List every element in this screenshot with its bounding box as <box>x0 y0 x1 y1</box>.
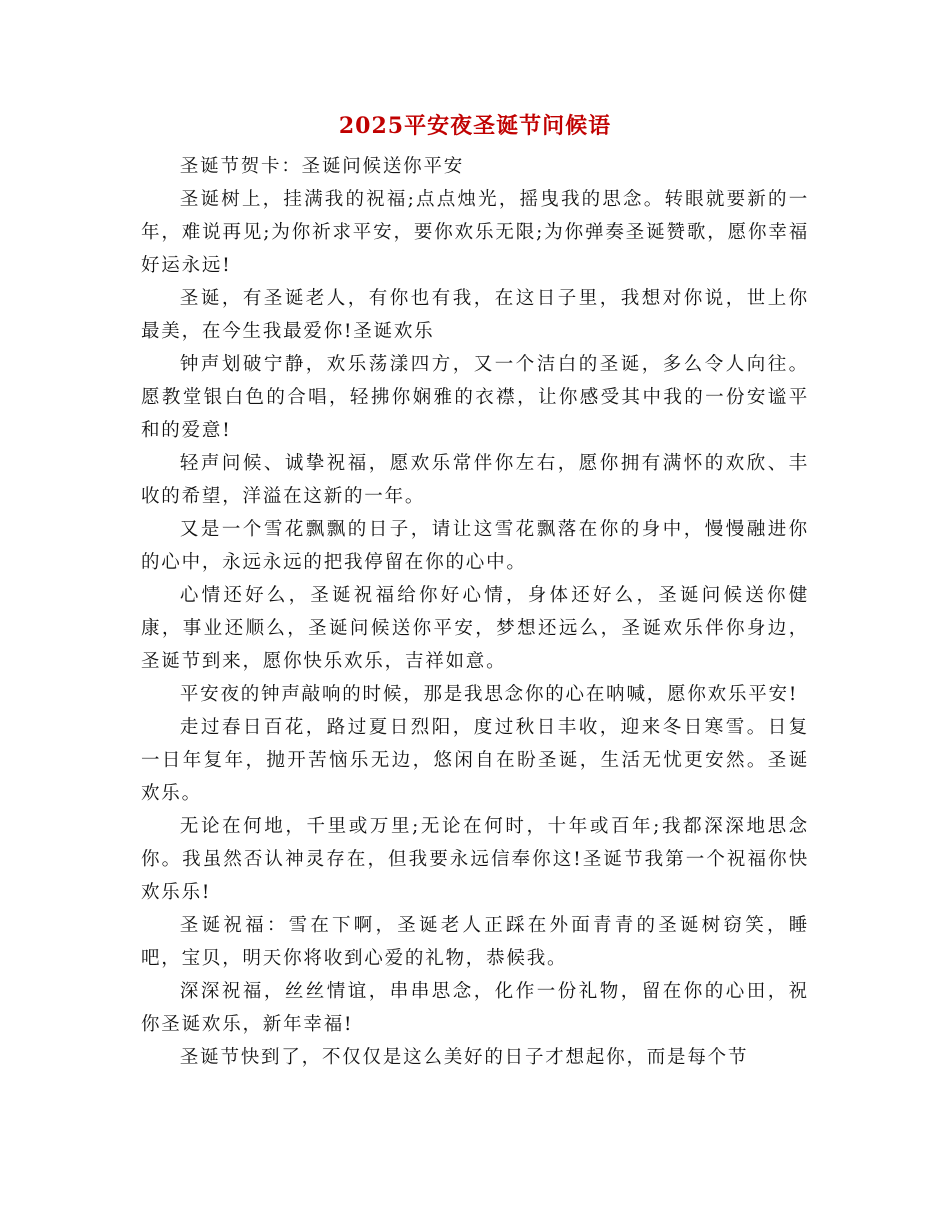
document-body <box>141 150 809 1074</box>
paragraph: 又是一个雪花飘飘的日子，请让这雪花飘落在你的身中，慢慢融进你的心中，永远永远的把我停留在你的心中。 <box>141 519 809 573</box>
paragraph: 轻声问候、诚挚祝福，愿欢乐常伴你左右，愿你拥有满怀的欢欣、丰收的希望，洋溢在这新的一年。 <box>141 453 809 507</box>
paragraph: 心情还好么，圣诞祝福给你好心情，身体还好么，圣诞问候送你健康，事业还顺么，圣诞问候送你平安，梦想还远么，圣诞欢乐伴你身边，圣诞节到来，愿你快乐欢乐，吉祥如意。 <box>141 585 809 672</box>
paragraph: 深深祝福，丝丝情谊，串串思念，化作一份礼物，留在你的心田，祝你圣诞欢乐，新年幸福! <box>141 981 809 1035</box>
paragraph: 无论在何地，千里或万里;无论在何时，十年或百年;我都深深地思念你。我虽然否认神灵存在，但我要永远信奉你这!圣诞节我第一个祝福你快欢乐乐! <box>141 816 809 903</box>
paragraph: 圣诞祝福：雪在下啊，圣诞老人正踩在外面青青的圣诞树窃笑，睡吧，宝贝，明天你将收到心爱的礼物，恭候我。 <box>141 915 809 969</box>
paragraph: 平安夜的钟声敲响的时候，那是我思念你的心在呐喊，愿你欢乐平安! <box>179 684 799 705</box>
paragraph: 圣诞树上，挂满我的祝福;点点烛光，摇曳我的思念。转眼就要新的一年，难说再见;为你祈求平安，要你欢乐无限;为你弹奏圣诞赞歌，愿你幸福好运永远! <box>141 189 809 276</box>
document-title: 2025平安夜圣诞节问候语 <box>338 113 612 139</box>
paragraph: 钟声划破宁静，欢乐荡漾四方，又一个洁白的圣诞，多么令人向往。愿教堂银白色的合唱，轻拂你娴雅的衣襟，让你感受其中我的一份安谧平和的爱意! <box>141 354 809 441</box>
paragraph: 圣诞节贺卡：圣诞问候送你平安 <box>179 156 465 177</box>
paragraph: 走过春日百花，路过夏日烈阳，度过秋日丰收，迎来冬日寒雪。日复一日年复年，抛开苦恼乐无边，悠闲自在盼圣诞，生活无忧更安然。圣诞欢乐。 <box>141 717 809 804</box>
paragraph: 圣诞，有圣诞老人，有你也有我，在这日子里，我想对你说，世上你最美，在今生我最爱你!圣诞欢乐 <box>141 288 809 342</box>
paragraph: 圣诞节快到了，不仅仅是这么美好的日子才想起你，而是每个节 <box>179 1047 749 1068</box>
